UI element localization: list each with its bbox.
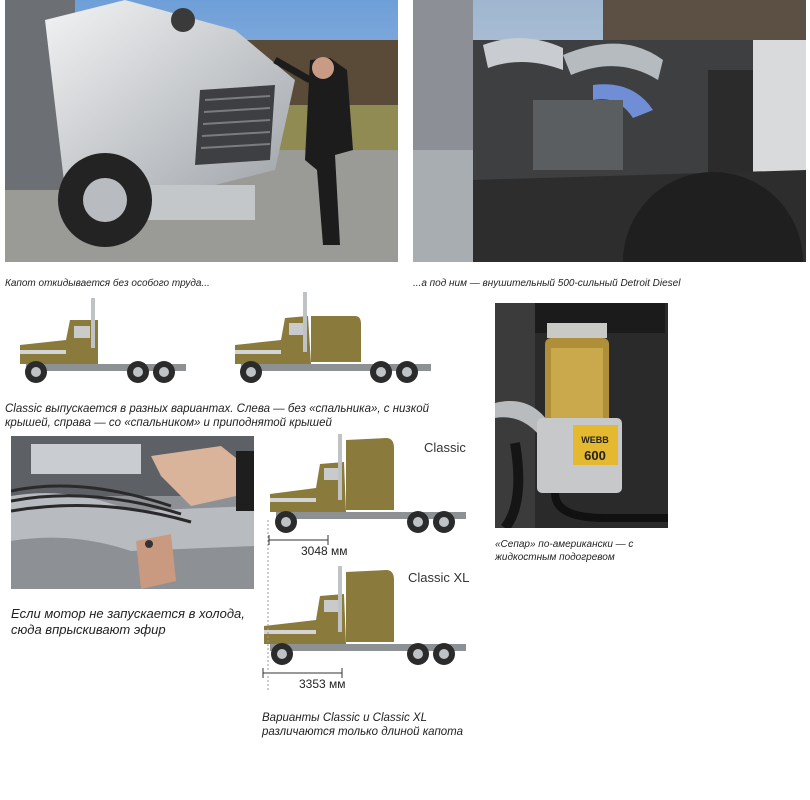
ether-caption [11, 606, 245, 639]
hood-open-photo [5, 0, 398, 262]
hood-length-caption-line1: Варианты Classic и Classic XL [262, 712, 427, 724]
engine-caption: ...а под ним — внушительный 500-сильный Detroit Diesel [413, 278, 681, 289]
ether-caption-line1: Если мотор не запускается в холода, [11, 606, 245, 621]
classic-xl-dimension-label: 3353 мм [299, 677, 346, 691]
variants-caption-line1: Classic выпускается в разных вариантах. Слева — без «спальника», с низкой [5, 403, 429, 415]
hood-open-caption: Капот откидывается без особого труда... [5, 278, 210, 289]
ether-caption-line2: сюда впрыскивают эфир [11, 622, 166, 638]
truck-classic-low-roof [18, 290, 190, 390]
hood-length-caption [262, 711, 463, 740]
classic-xl-label: Classic XL [408, 570, 470, 585]
classic-label: Classic [424, 440, 466, 455]
variants-caption [5, 402, 429, 431]
dimension-guide-lines [266, 520, 276, 690]
separator-caption [495, 539, 633, 564]
truck-classic [268, 430, 468, 540]
separator-brand-label: WEBB [581, 435, 609, 445]
hood-length-caption-line2: различаются только длиной капота [262, 726, 464, 739]
engine-photo [413, 0, 806, 262]
separator-number-label: 600 [584, 448, 606, 463]
separator-photo [495, 303, 668, 528]
truck-classic-xl [262, 562, 468, 672]
variants-caption-line2: крышей, справа — со «спальником» и приподнятой крышей [5, 417, 332, 430]
separator-caption-line1: «Сепар» по-американски — с [495, 539, 634, 550]
separator-caption-line2: жидкостным подогревом [495, 551, 615, 563]
classic-dimension-label: 3048 мм [301, 544, 348, 558]
ether-photo [11, 436, 254, 589]
truck-classic-sleeper [233, 290, 433, 390]
